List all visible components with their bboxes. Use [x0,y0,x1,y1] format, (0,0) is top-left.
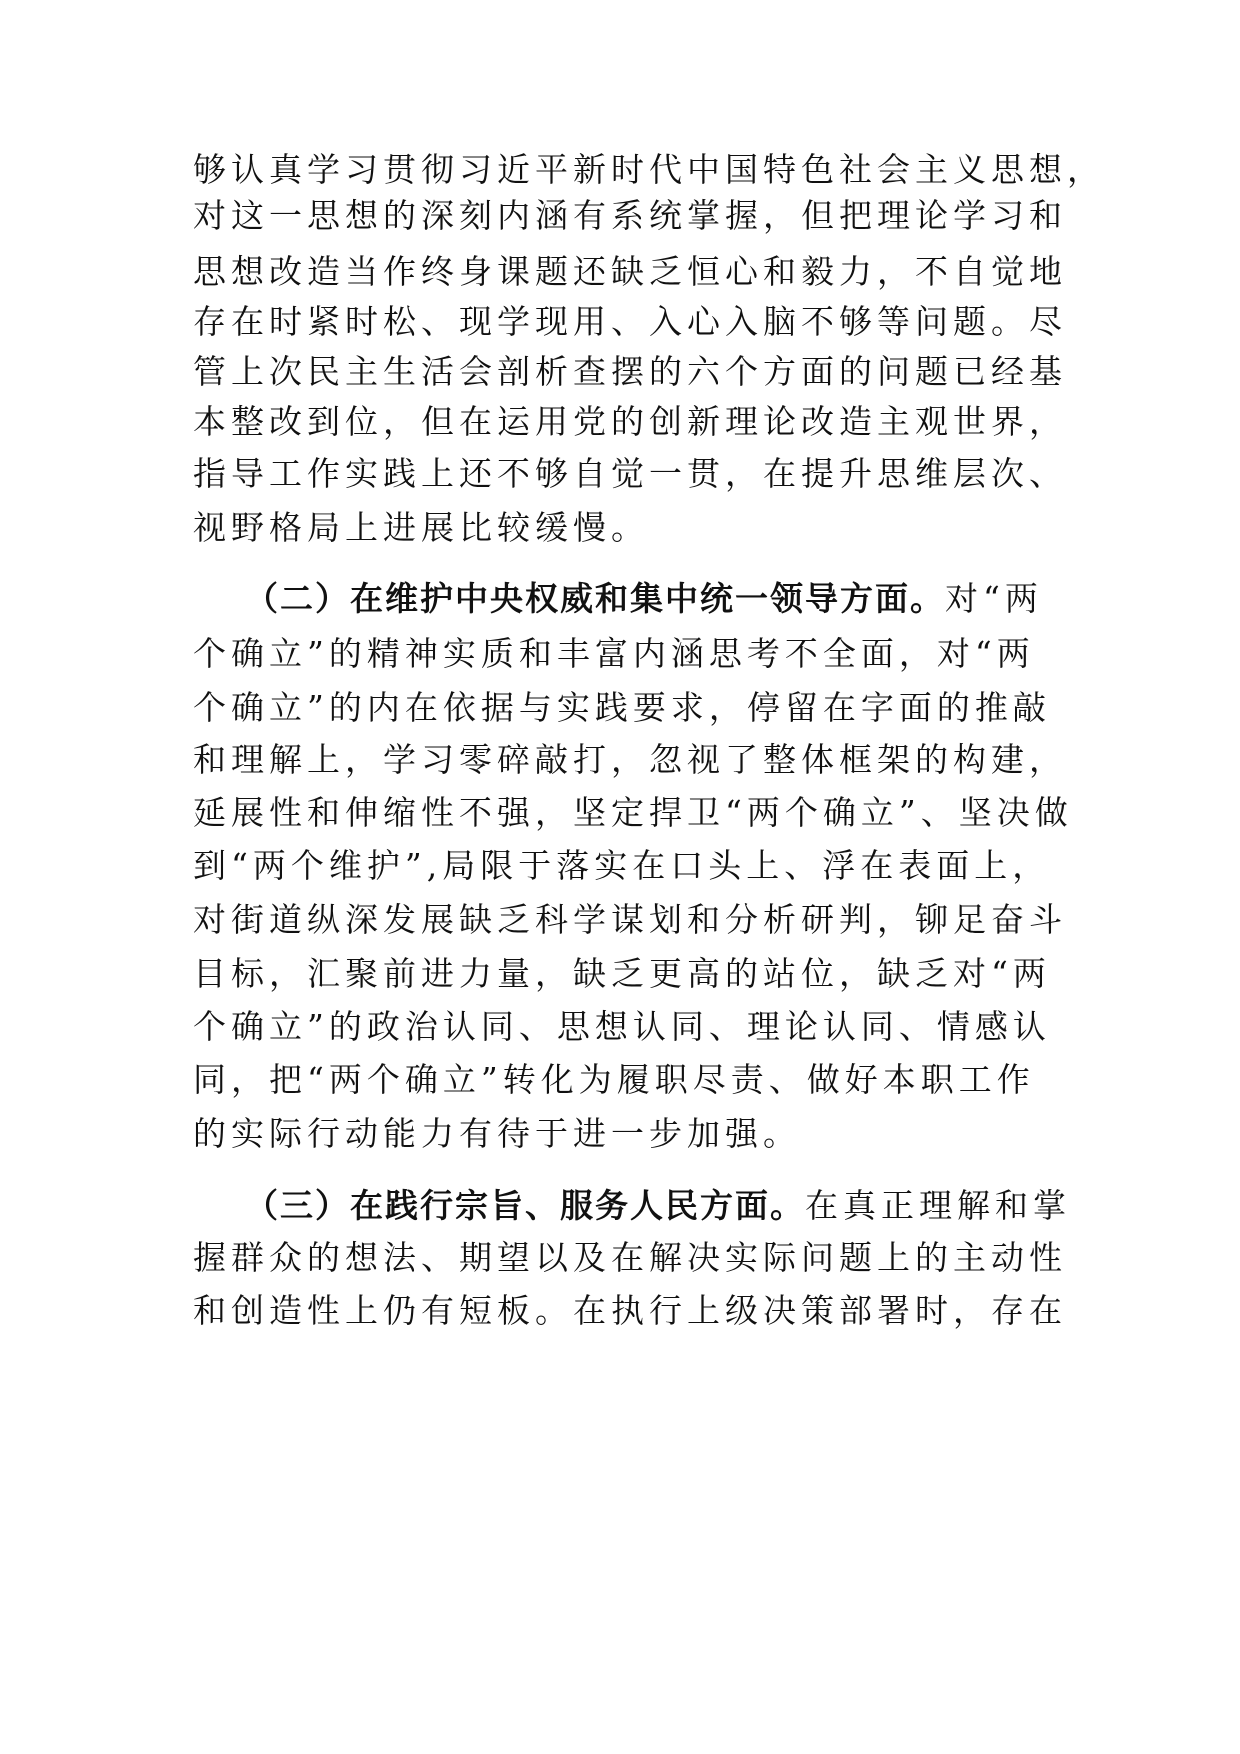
paragraph-line: 对街道纵深发展缺乏科学谋划和分析研判，铆足奋斗 [193,900,1067,939]
section-heading: （三）在践行宗旨、服务人民方面。 [245,1186,805,1225]
heading-line-rest: 对“两 [945,579,1043,618]
section-heading-line [245,1186,1105,1226]
paragraph-line: 延展性和伸缩性不强，坚定捍卫“两个确立”、坚决做 [193,793,1073,832]
paragraph-line: 和创造性上仍有短板。在执行上级决策部署时，存在 [193,1291,1067,1330]
paragraph-line: 同，把“两个确立”转化为履职尽责、做好本职工作 [193,1060,1035,1099]
paragraph-line: 和理解上，学习零碎敲打，忽视了整体框架的构建， [193,740,1067,779]
paragraph-line: 个确立”的精神实质和丰富内涵思考不全面，对“两 [193,634,1035,673]
paragraph-line: 思想改造当作终身课题还缺乏恒心和毅力，不自觉地 [193,252,1067,291]
paragraph-line: 个确立”的政治认同、思想认同、理论认同、情感认 [193,1007,1051,1046]
paragraph-line: 指导工作实践上还不够自觉一贯，在提升思维层次、 [193,454,1067,493]
paragraph-line: 够认真学习贯彻习近平新时代中国特色社会主义思想， [193,150,1105,189]
paragraph-line: 管上次民主生活会剖析查摆的六个方面的问题已经基 [193,352,1067,391]
paragraph-line: 到“两个维护”,局限于落实在口头上、浮在表面上， [193,846,1051,885]
paragraph-line: 个确立”的内在依据与实践要求，停留在字面的推敲 [193,688,1051,727]
paragraph-line: 握群众的想法、期望以及在解决实际问题上的主动性 [193,1238,1067,1277]
heading-line-rest: 在真正理解和掌 [805,1186,1071,1225]
paragraph-line: 存在时紧时松、现学现用、入心入脑不够等问题。尽 [193,302,1067,341]
section-heading-line [245,579,1105,619]
paragraph-line: 对这一思想的深刻内涵有系统掌握，但把理论学习和 [193,196,1067,235]
paragraph-line: 目标，汇聚前进力量，缺乏更高的站位，缺乏对“两 [193,954,1051,993]
section-heading: （二）在维护中央权威和集中统一领导方面。 [245,579,945,618]
paragraph-line: 本整改到位，但在运用党的创新理论改造主观世界， [193,402,1067,441]
paragraph-line: 视野格局上进展比较缓慢。 [193,508,649,547]
paragraph-line: 的实际行动能力有待于进一步加强。 [193,1114,801,1153]
